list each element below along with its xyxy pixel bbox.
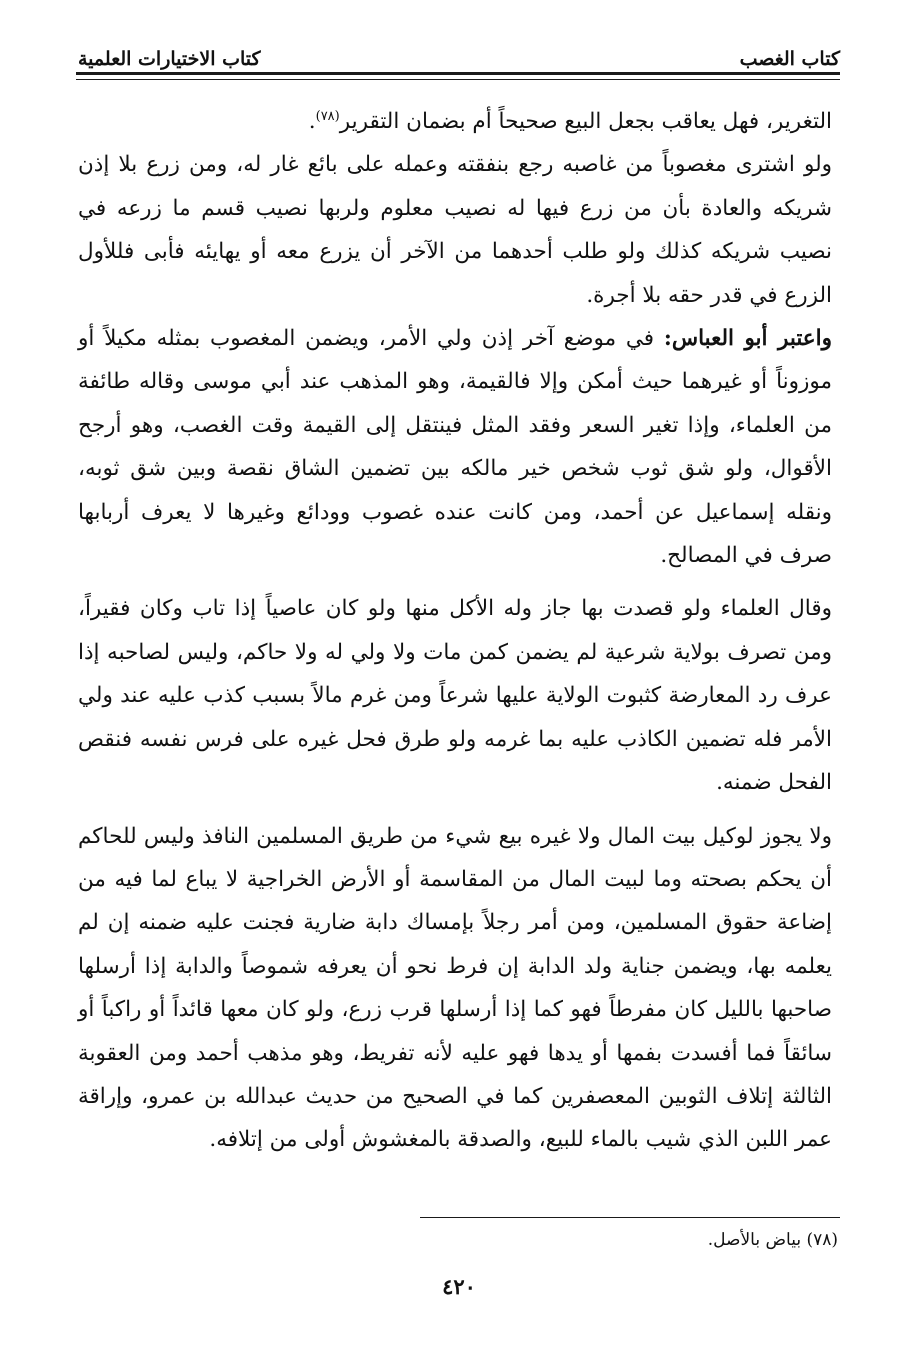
paragraph-1-text: التغرير، فهل يعاقب بجعل البيع صحيحاً أم بضمان التقرير [339,109,832,134]
paragraph-1 [78,100,832,143]
paragraph-3-text: في موضع آخر إذن ولي الأمر، ويضمن المغصوب بمثله مكيلاً أو موزوناً أو غيرهما حيث أمكن وإلا فالقيمة، وهو المذهب عند أبي موسى وقاله طائفة من العلماء، وإذا تغير السعر وفقد المثل فينتقل إلى القيمة وقت الغصب، وهو أرجح الأقوال، ولو شق ثوب شخص خير مالكه بين تضمين الشاق نقصة وبين شق ثوبه، ونقله إسماعيل عن أحمد، ومن كانت عنده غصوب وودائع وغيرها لا يعرف أربابها صرف في المصالح. [78,326,832,569]
paragraph-5: ولا يجوز لوكيل بيت المال ولا غيره بيع شيء من طريق المسلمين النافذ وليس للحاكم أن يحكم بصحته وما لبيت المال من المقاسمة أو الأرض الخراجية لا يباع لما فيه من إضاعة حقوق المسلمين، ومن أمر رجلاً بإمساك دابة ضارية فجنت عليه ضمنه إن لم يعلمه بها، ويضمن جناية ولد الدابة إن فرط نحو أن يعرفه شموصاً والدابة إذا أرسلها صاحبها بالليل كان مفرطاً فهو كما إذا أرسلها قرب زرع، ولو كان معها قائداً أو راكباً أو سائقاً فما أفسدت بفمها أو يدها فهو عليه لأنه تفريط، وهو مذهب أحمد ومن العقوبة الثالثة إتلاف الثوبين المعصفرين كما في الصحيح من حديث عبدالله بن عمرو، وإراقة عمر اللبن الذي شيب بالماء للبيع، والصدقة بالمغشوش أولى من إتلافه. [78,823,832,1153]
paragraph-3 [78,317,832,577]
book-title: كتاب الاختيارات العلمية [78,48,261,70]
paragraph-2: ولو اشترى مغصوباً من غاصبه رجع بنفقته وعمله على بائع غار له، ومن زرع بلا إذن شريكه والعادة بأن من زرع فيها له نصيب معلوم ولربها نصيب قسم ما زرعه في نصيب شريكه كذلك ولو طلب أحدهما من الآخر أن يزرع معه أو يهايئه فأبى فللأول الزرع في قدر حقه بلا أجرة. [78,152,832,308]
paragraph-4: وقال العلماء ولو قصدت بها جاز وله الأكل منها ولو كان عاصياً إذا تاب وكان فقيراً، ومن تصرف بولاية شرعية لم يضمن كمن مات ولا ولي له ولا حاكم، وليس لصاحبه إذا عرف رد المعارضة كثبوت الولاية عليها شرعاً ومن غرم مالاً بسبب كذب عليه عند ولي الأمر فله تضمين الكاذب عليه بما غرمه ولو طرق فحل غيره على فرس نفسه فنقص الفحل ضمنه. [78,596,832,796]
main-text [78,100,832,1162]
header-rule-thick [76,72,840,75]
footnote: (٧٨) بياض بالأصل. [707,1230,838,1250]
paragraph-1-end: . [308,109,316,134]
footnote-reference[interactable]: (٧٨) [315,108,340,124]
running-head [78,36,840,70]
footnote-rule [420,1217,840,1218]
chapter-title: كتاب الغصب [739,48,840,70]
page-number: ٤٢٠ [442,1274,476,1299]
header-rule-thin [76,79,840,80]
paragraph-3-lead: واعتبر أبو العباس: [663,326,832,352]
